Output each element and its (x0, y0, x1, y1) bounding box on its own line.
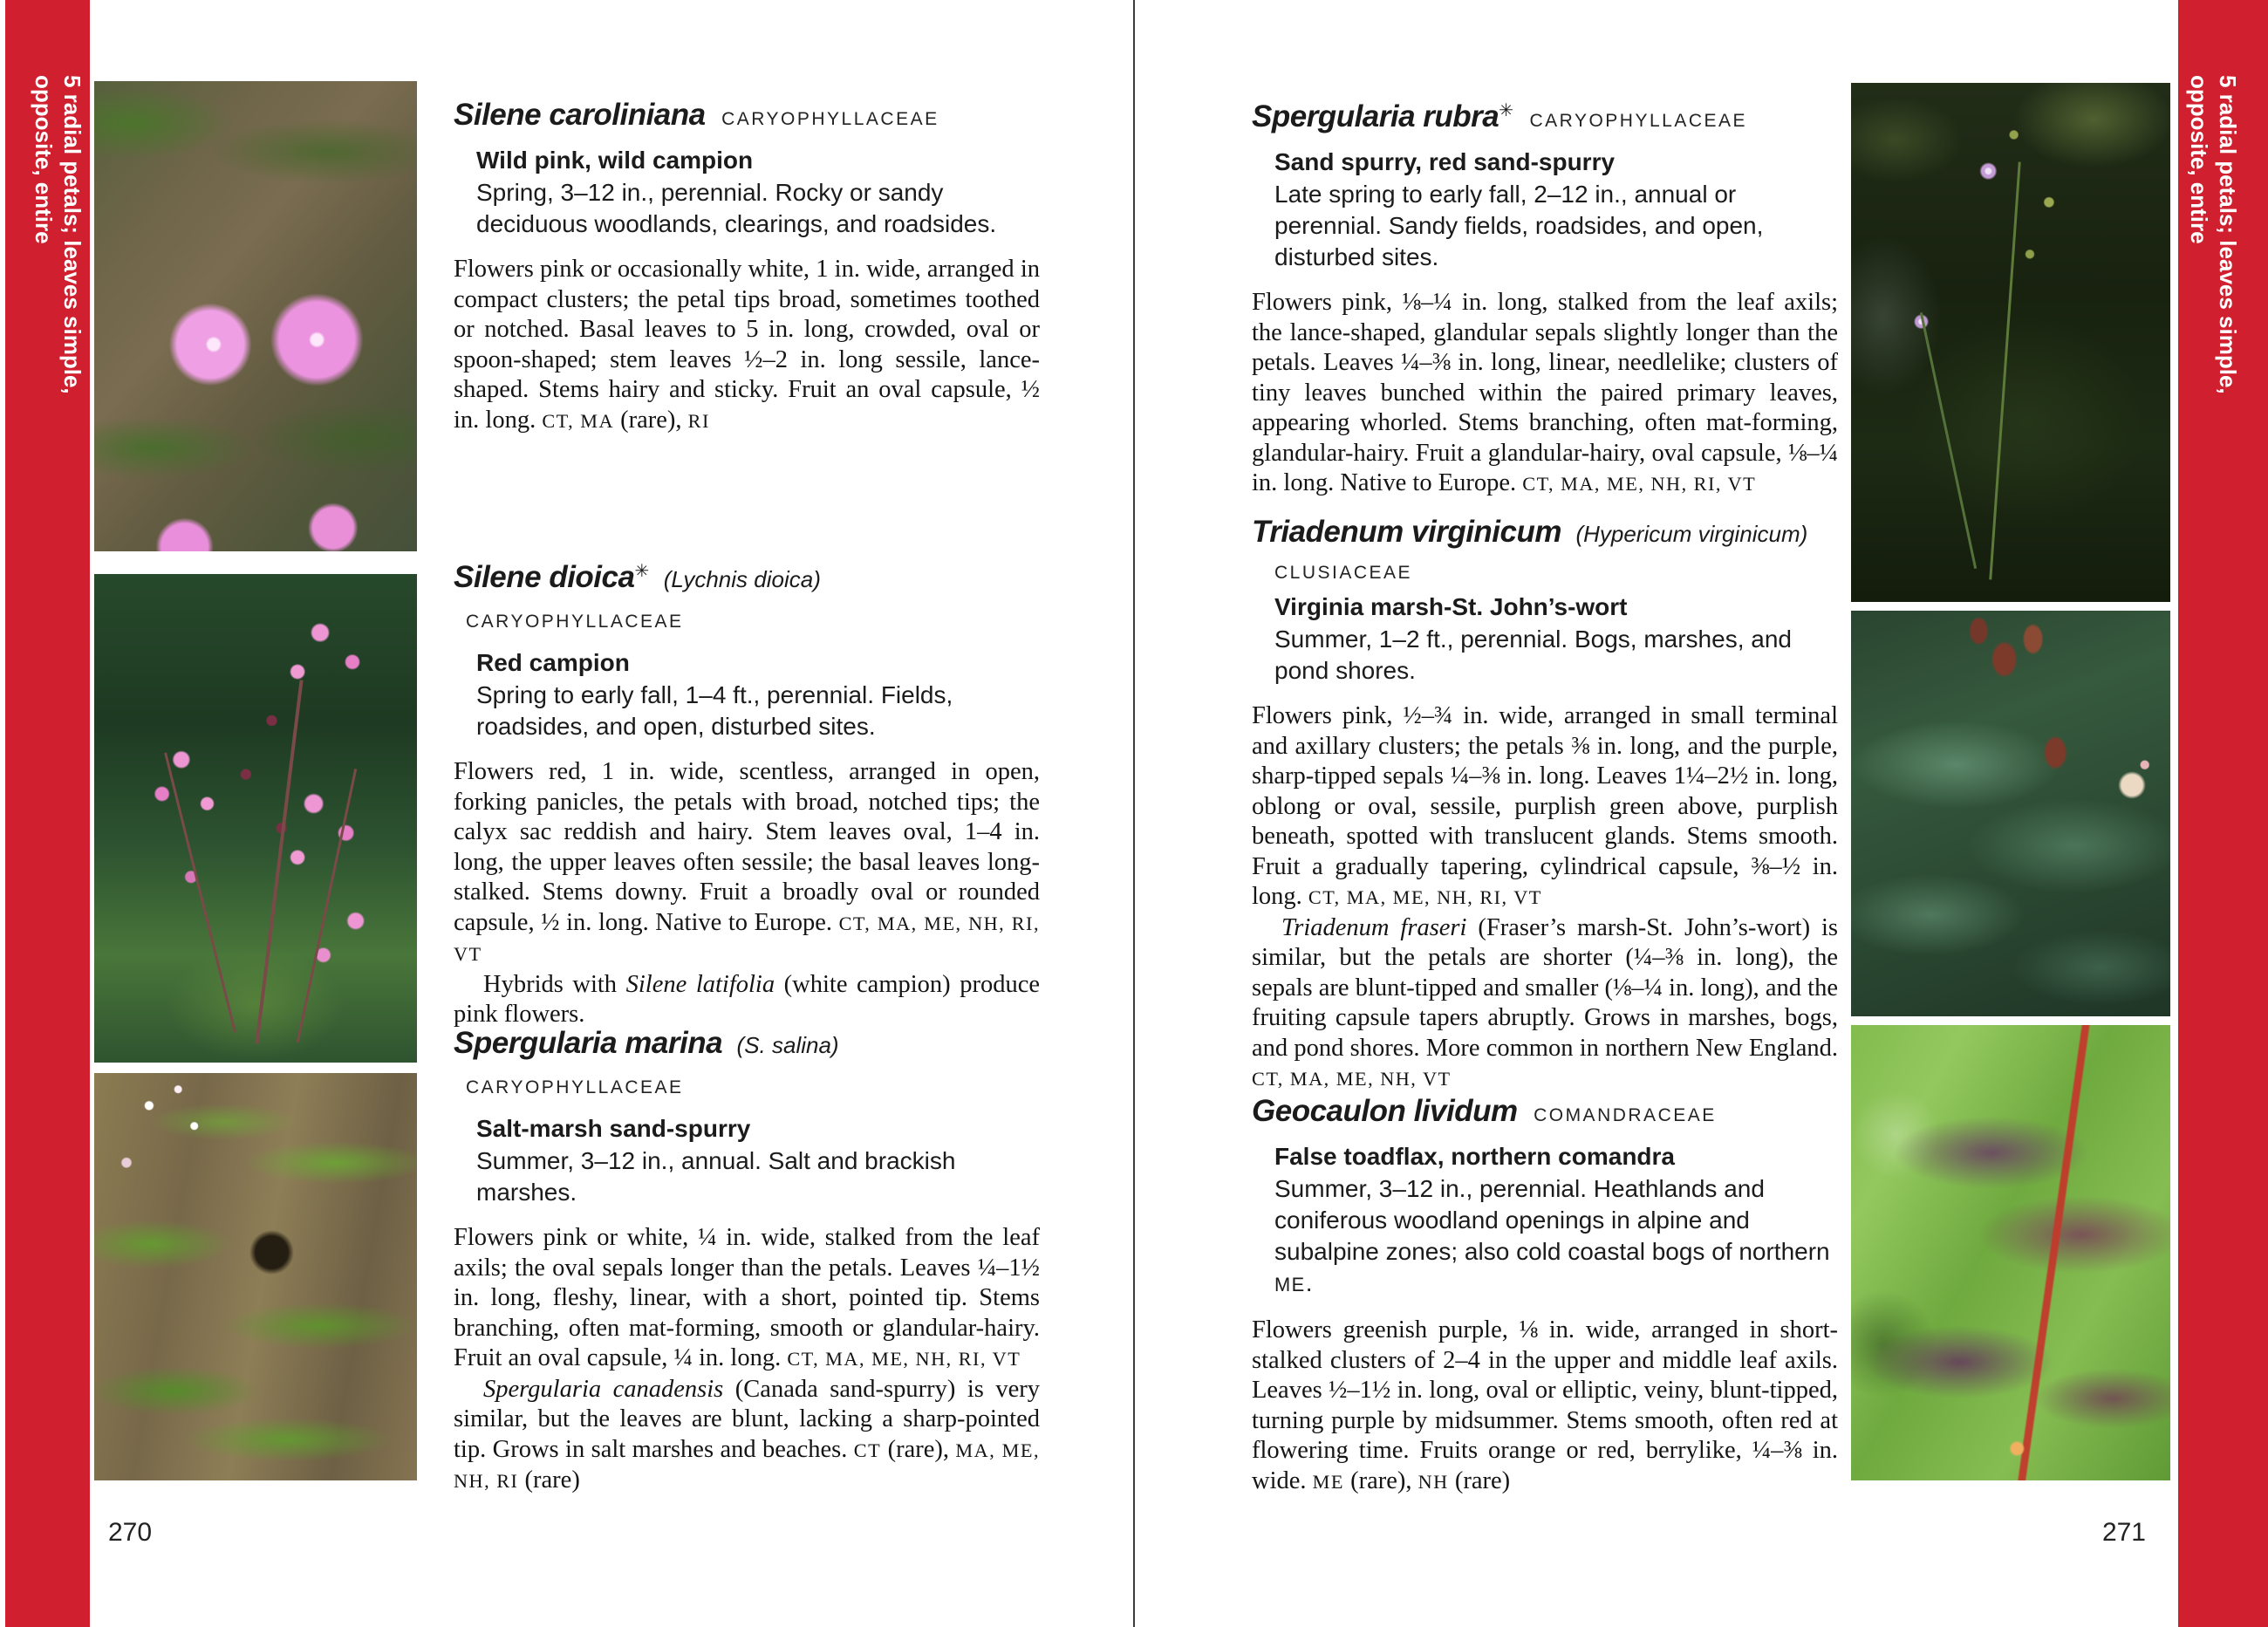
common-name: Wild pink, wild campion (476, 147, 754, 174)
entry-geocaulon-lividum (1252, 1092, 1838, 1497)
page-number-right: 271 (2101, 1518, 2146, 1547)
scientific-name: Spergularia rubra (1252, 99, 1499, 133)
entry-silene-dioica (454, 558, 1040, 1030)
entry-spergularia-rubra (1252, 98, 1838, 500)
common-name: False toadflax, northern comandra (1274, 1143, 1675, 1170)
photo-spergularia-marina (94, 1073, 417, 1480)
season-habitat: Spring, 3–12 in., perennial. Rocky or sandy deciduous woodlands, clearings, and roadsides. (476, 179, 997, 237)
stem-graphic (1920, 312, 1977, 569)
season-habitat: Summer, 3–12 in., perennial. Heathlands and coniferous woodland openings in alpine and subalpine zones; also cold coastal bogs of northern ME. (1274, 1175, 1830, 1296)
entry-heading (1252, 1092, 1838, 1137)
entry-heading (454, 1024, 1040, 1109)
description-paragraph: Spergularia canadensis (Canada sand-spurry) is very similar, but the leaves are blunt, lacking a sharp-pointed tip. Grows in salt marshes and beaches. CT (rare), MA, ME, NH, RI (rare) (454, 1375, 1040, 1494)
common-name: Salt-marsh sand-spurry (476, 1115, 751, 1142)
synonym-name: (Lychnis dioica) (663, 566, 821, 592)
description-paragraph: Flowers red, 1 in. wide, scentless, arranged in open, forking panicles, the petals with broad, notched tips; the calyx sac reddish and hairy. Stem leaves oval, 1–4 in. long, the upper leaves often sessile; the basal leaves long-stalked. Stems downy. Fruit a broadly oval or rounded capsule, ½ in. long. Native to Europe. CT, MA, ME, NH, RI, VT (454, 758, 1040, 965)
entry-heading (1252, 98, 1838, 142)
family-name: CLUSIACEAE (1274, 563, 1413, 583)
category-label-line2: opposite, entire (31, 75, 57, 244)
family-name: CARYOPHYLLACEAE (1529, 111, 1748, 131)
entry-silene-caroliniana (454, 96, 1040, 436)
non-native-symbol: ✳ (634, 562, 650, 581)
photo-geocaulon-lividum (1851, 1025, 2170, 1480)
synonym-name: (Hypericum virginicum) (1575, 521, 1808, 547)
season-habitat: Summer, 1–2 ft., perennial. Bogs, marshes, and pond shores. (1274, 626, 1792, 684)
family-name: COMANDRACEAE (1534, 1105, 1717, 1125)
entry-heading (454, 96, 1040, 140)
description-paragraph: Flowers pink, ⅛–¼ in. long, stalked from the leaf axils; the lance-shaped, glandular sepals slightly longer than the petals. Leaves ¼–⅜ in. long, linear, needlelike; clusters of tiny leaves bunched within the paired primary leaves, appearing whorled. Stems branching, often mat-forming, glandular-hairy. Fruit a glandular-hairy, oval capsule, ⅛–¼ in. long. Native to Europe. CT, MA, ME, NH, RI, VT (1252, 289, 1838, 496)
family-name: CARYOPHYLLACEAE (466, 1077, 684, 1097)
description-paragraph: Hybrids with Silene latifolia (white campion) produce pink flowers. (454, 970, 1040, 1028)
category-label-line1: 5 radial petals; leaves simple, (2215, 75, 2241, 394)
season-habitat: Late spring to early fall, 2–12 in., annual or perennial. Sandy fields, roadsides, and open, disturbed sites. (1274, 181, 1764, 270)
scientific-name: Silene caroliniana (454, 98, 706, 132)
description-paragraph: Flowers pink, ½–¾ in. wide, arranged in small terminal and axillary clusters; the petals ⅜ in. long, and the purple, sharp-tipped sepals ¼–⅜ in. long. Leaves 1¼–2½ in. long, oblong or oval, sessile, purplish green above, purplish beneath, spotted with translucent glands. Stems smooth. Fruit a gradually tapering, cylindrical capsule, ⅜–½ in. long. CT, MA, ME, NH, RI, VT (1252, 702, 1838, 910)
photo-triadenum-virginicum (1851, 611, 2170, 1016)
stem-graphic (255, 680, 303, 1043)
page-gutter-line (1133, 0, 1135, 1627)
entry-heading (1252, 513, 1838, 557)
description-paragraph: Flowers greenish purple, ⅛ in. wide, arranged in short-stalked clusters of 2–4 in the upper and middle leaf axils. Leaves ½–1½ in. long, oval or elliptic, veiny, blunt-tipped, turning purple by midsummer. Stems smooth, often red at flowering time. Fruits orange or red, berrylike, ¼–⅜ in. wide. ME (rare), NH (rare) (1252, 1316, 1838, 1494)
entry-spergularia-marina (454, 1024, 1040, 1497)
common-name: Sand spurry, red sand-spurry (1274, 148, 1616, 175)
scientific-name: Geocaulon lividum (1252, 1094, 1518, 1128)
description-paragraph: Triadenum fraseri (Fraser’s marsh-St. John’s-wort) is similar, but the petals are shorter (¼–⅜ in. long), the sepals are blunt-tipped and smaller (⅛–¼ in. long), and the fruiting capsule tapers abruptly. Grows in marshes, bogs, and pond shores. More common in northern New England. CT, MA, ME, NH, VT (1252, 913, 1838, 1090)
common-name: Red campion (476, 649, 630, 676)
synonym-name: (S. salina) (736, 1032, 839, 1058)
non-native-symbol: ✳ (1499, 101, 1514, 120)
family-name: CARYOPHYLLACEAE (721, 109, 939, 129)
scientific-name: Triadenum virginicum (1252, 515, 1561, 549)
scientific-name: Silene dioica (454, 560, 635, 594)
season-habitat: Spring to early fall, 1–4 ft., perennial. Fields, roadsides, and open, disturbed sites. (476, 681, 953, 740)
stem-graphic (164, 753, 236, 1033)
category-label-line1: 5 radial petals; leaves simple, (59, 75, 85, 394)
page-number-left: 270 (108, 1518, 153, 1547)
photo-spergularia-rubra (1851, 83, 2170, 602)
photo-silene-dioica (94, 574, 417, 1063)
stem-graphic (1989, 161, 2020, 579)
category-label-right (2184, 75, 2242, 546)
season-habitat: Summer, 3–12 in., annual. Salt and brackish marshes. (476, 1147, 956, 1206)
family-name: CARYOPHYLLACEAE (466, 612, 684, 632)
category-label-line2: opposite, entire (2186, 75, 2212, 244)
stem-graphic (297, 769, 357, 1043)
scientific-name: Spergularia marina (454, 1026, 723, 1060)
entry-heading (454, 558, 1040, 643)
category-label-left (29, 75, 86, 546)
photo-silene-caroliniana (94, 81, 417, 551)
entry-triadenum-virginicum (1252, 513, 1838, 1095)
description-paragraph: Flowers pink or occasionally white, 1 in. wide, arranged in compact clusters; the petal tips broad, sometimes toothed or notched. Basal leaves to 5 in. long, crowded, oval or spoon-shaped; stem leaves ½–2 in. long sessile, lance-shaped. Stems hairy and sticky. Fruit an oval capsule, ½ in. long. CT, MA (rare), RI (454, 256, 1040, 434)
common-name: Virginia marsh-St. John’s-wort (1274, 593, 1628, 620)
description-paragraph: Flowers pink or white, ¼ in. wide, stalked from the leaf axils; the oval sepals longer than the petals. Leaves ¼–1½ in. long, fleshy, linear, with a short, pointed tip. Stems branching, often mat-forming, smooth or glandular-hairy. Fruit an oval capsule, ¼ in. long. CT, MA, ME, NH, RI, VT (454, 1224, 1040, 1371)
